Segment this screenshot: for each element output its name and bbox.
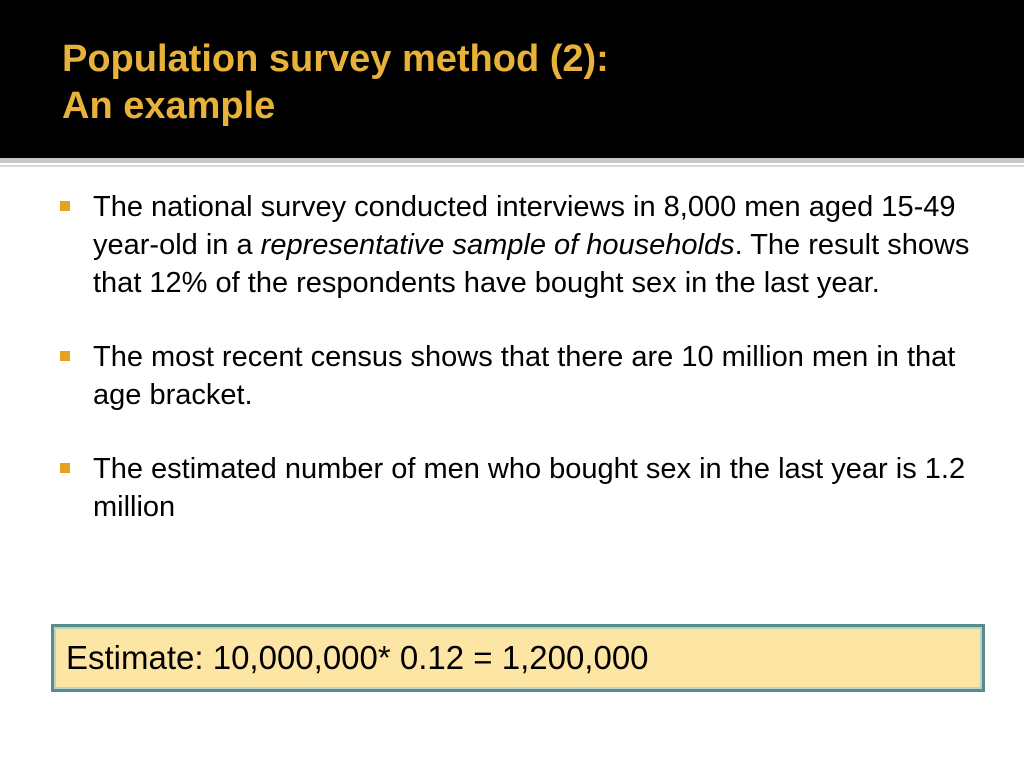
bullet-item-estimate [56, 450, 976, 526]
bullet-text: The estimated number of men who bought sex in the last year is 1.2 million [93, 453, 966, 523]
estimate-formula: Estimate: 10,000,000* 0.12 = 1,200,000 [66, 639, 649, 676]
square-bullet-icon [60, 463, 70, 473]
bullet-item-census [56, 338, 976, 414]
estimate-box [51, 624, 985, 692]
title-bar [0, 0, 1024, 158]
bullet-item-survey [56, 188, 976, 302]
title-divider-thick [0, 158, 1024, 163]
bullet-text-pre: The national survey conducted interviews in 8,000 men aged 15-49 year-old in a [93, 191, 956, 261]
bullet-text: The most recent census shows that there are 10 million men in that age bracket. [93, 341, 956, 411]
slide-title [62, 36, 609, 130]
bullet-list [56, 188, 976, 562]
title-divider-thin [0, 165, 1024, 167]
bullet-text-post: . The result shows that 12% of the respondents have bought sex in the last year. [93, 229, 970, 299]
title-line-1: Population survey method (2): [62, 38, 609, 80]
square-bullet-icon [60, 201, 70, 211]
bullet-text-emphasis: representative sample of households [260, 229, 735, 261]
square-bullet-icon [60, 351, 70, 361]
title-line-2: An example [62, 85, 276, 127]
